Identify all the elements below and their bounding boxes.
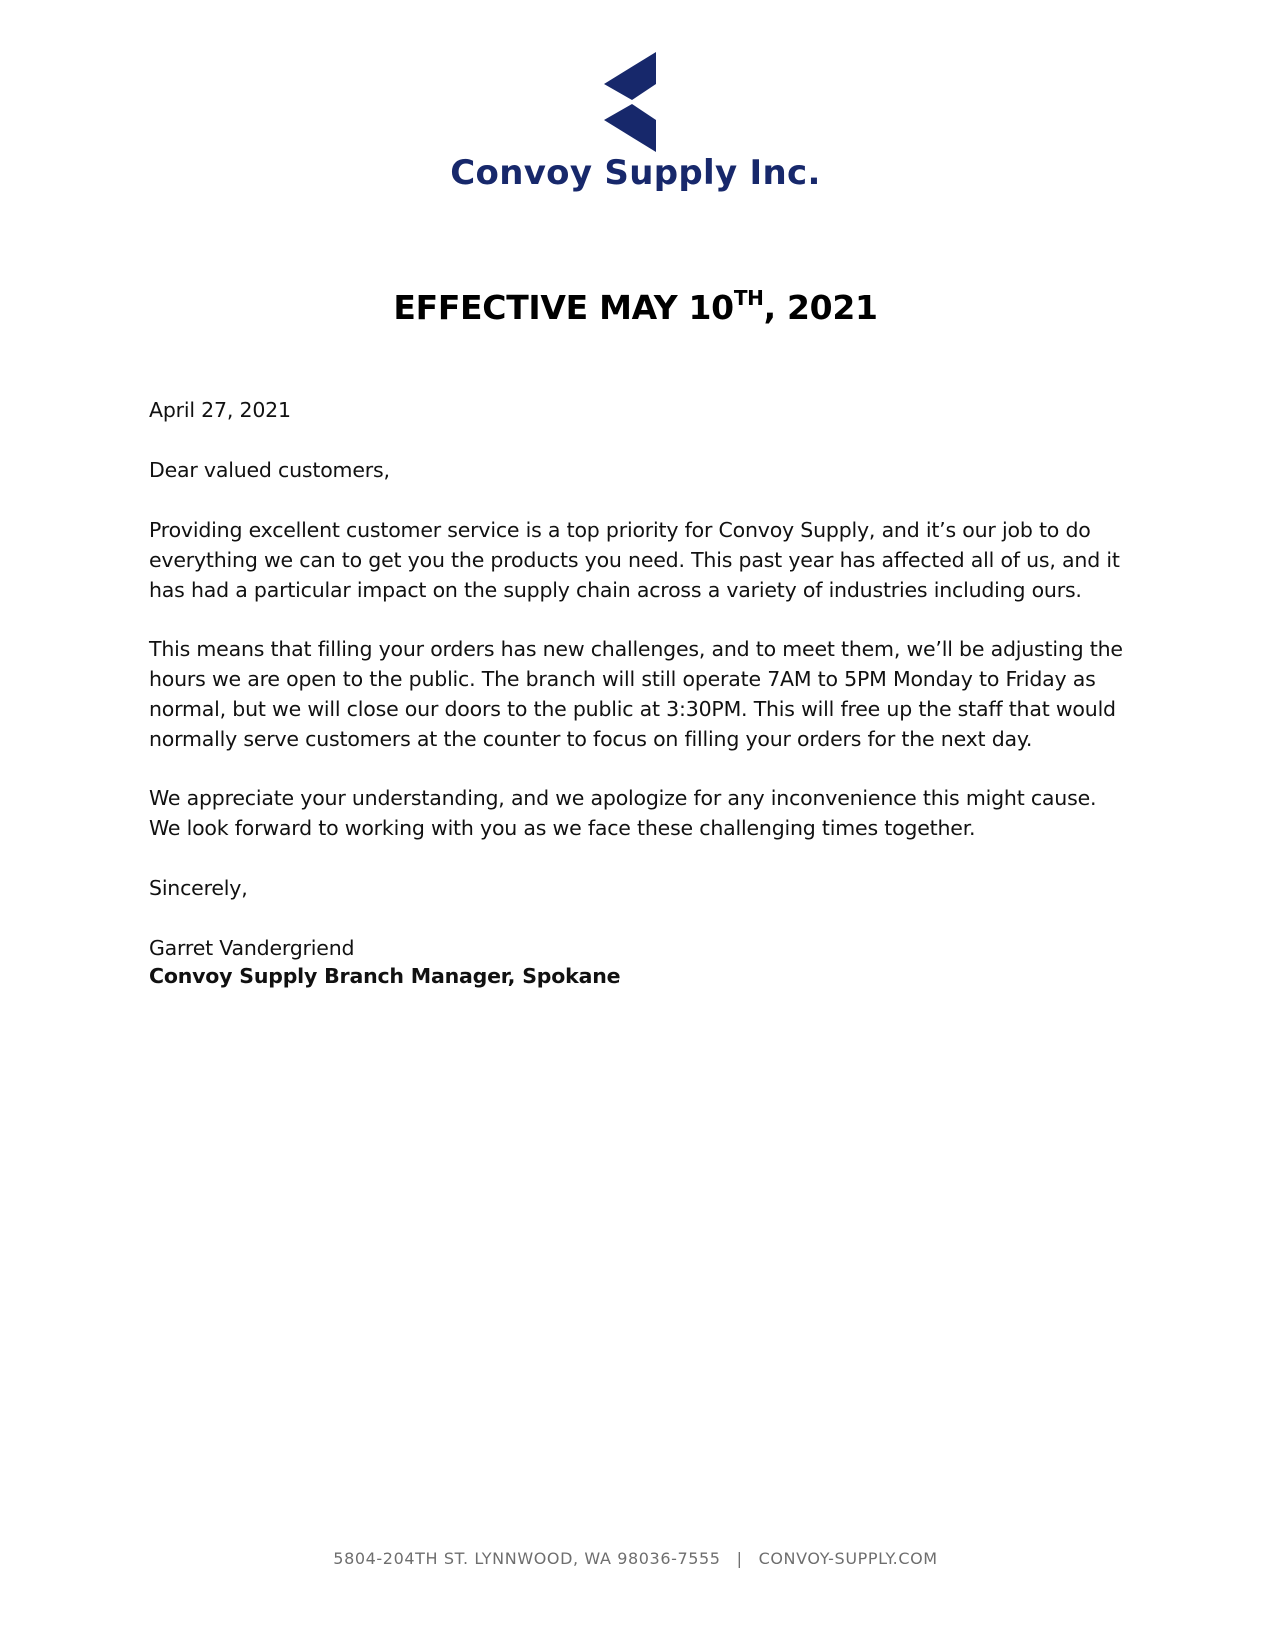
company-name: Convoy Supply Inc. (450, 153, 821, 193)
footer-address: 5804-204TH ST. LYNNWOOD, WA 98036-7555 (333, 1549, 721, 1568)
footer-website: CONVOY-SUPPLY.COM (758, 1549, 938, 1568)
heading-prefix: EFFECTIVE MAY 10 (393, 288, 734, 327)
footer (0, 1549, 1271, 1568)
paragraph-hours: This means that filling your orders has new challenges, and to meet them, we’ll be adjusting the hours we are open to the public. The branch will still operate 7AM to 5PM Monday to Friday as normal, but we will close our doors to the public at 3:30PM. This will free up the staff that would normally serve customers at the counter to focus on filling your orders for the next day. (149, 637, 1123, 751)
heading-superscript: TH (733, 286, 764, 310)
paragraph-appreciation: We appreciate your understanding, and we apologize for any inconvenience this might cause. We look forward to working with you as we face these challenging times together. (149, 786, 1097, 840)
paragraph-service: Providing excellent customer service is a top priority for Convoy Supply, and it’s our job to do everything we can to get you the products you need. This past year has affected all of us, and it has had a particular impact on the supply chain across a variety of industries including ours. (149, 518, 1120, 602)
heading-suffix: , 2021 (763, 288, 878, 327)
closing: Sincerely, (149, 876, 248, 900)
logo-upper-chevron (604, 52, 656, 100)
salutation: Dear valued customers, (149, 458, 390, 482)
logo-lower-chevron (604, 104, 656, 152)
footer-separator: | (736, 1549, 743, 1568)
signer-name: Garret Vandergriend (149, 936, 355, 960)
convoy-chevron-logo-icon (604, 52, 656, 152)
effective-date-heading (0, 288, 1271, 327)
letter-date: April 27, 2021 (149, 398, 291, 422)
signer-title: Convoy Supply Branch Manager, Spokane (149, 964, 621, 988)
